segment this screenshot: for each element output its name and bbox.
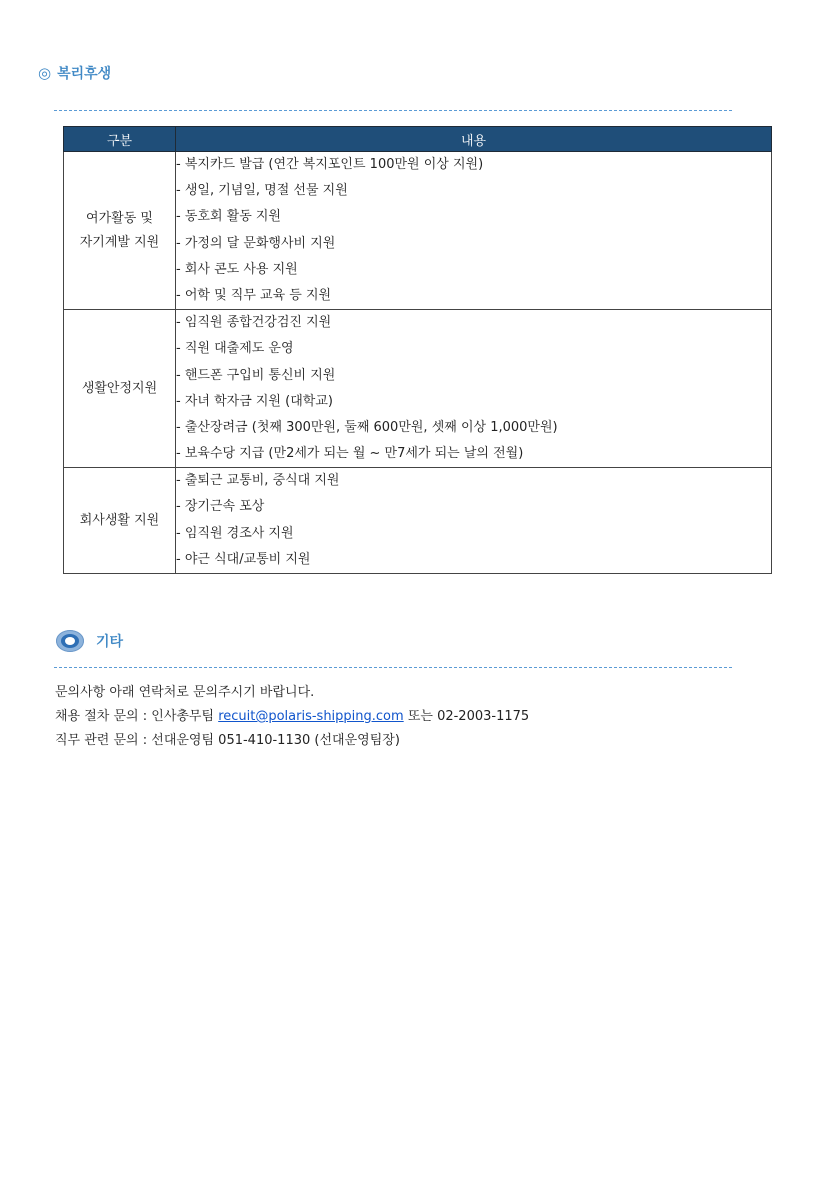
- list-item: - 임직원 종합건강검진 지원: [176, 315, 332, 331]
- list-item: - 직원 대출제도 운영: [176, 341, 294, 357]
- double-circle-icon: ◎: [38, 64, 52, 82]
- category-line: 생활안정지원: [81, 380, 158, 396]
- hr-email-link[interactable]: recuit@polaris-shipping.com: [218, 709, 404, 724]
- list-item: - 자녀 학자금 지원 (대학교): [176, 393, 333, 409]
- table-header-row: [64, 127, 772, 152]
- table-row: [64, 152, 772, 310]
- section-title-other: 기타: [96, 634, 124, 650]
- contact-hr-prefix: 채용 절차 문의 : 인사총무팀: [55, 709, 219, 724]
- list-item: - 출산장려금 (첫째 300만원, 둘째 600만원, 셋째 이상 1,000만원): [176, 419, 558, 435]
- dashed-divider-top: [54, 110, 732, 111]
- ring-icon: [56, 630, 84, 652]
- section-heading-other: [56, 630, 123, 652]
- list-item: - 출퇴근 교통비, 중식대 지원: [176, 473, 340, 489]
- list-item: - 어학 및 직무 교육 등 지원: [176, 287, 332, 303]
- category-line: 회사생활 지원: [79, 512, 160, 528]
- list-item: - 야근 식대/교통비 지원: [176, 551, 311, 567]
- category-line: 여가활동 및: [86, 210, 153, 226]
- category-cell: [64, 152, 176, 310]
- section-heading-benefits: [38, 63, 111, 83]
- list-item: - 동호회 활동 지원: [176, 209, 281, 225]
- header-category: 구분: [64, 127, 176, 152]
- category-cell: [64, 468, 176, 574]
- items-cell: [176, 468, 772, 574]
- contact-intro: 문의사항 아래 연락처로 문의주시기 바랍니다.: [55, 685, 315, 700]
- list-item: - 핸드폰 구입비 통신비 지원: [176, 367, 336, 383]
- benefits-table: [63, 126, 772, 574]
- contact-hr-suffix: 또는 02-2003-1175: [403, 709, 530, 724]
- list-item: - 가정의 달 문화행사비 지원: [176, 235, 336, 251]
- list-item: - 회사 콘도 사용 지원: [176, 261, 298, 277]
- table-row: [64, 468, 772, 574]
- list-item: - 임직원 경조사 지원: [176, 525, 294, 541]
- list-item: - 복지카드 발급 (연간 복지포인트 100만원 이상 지원): [176, 157, 484, 172]
- header-content: 내용: [176, 127, 772, 152]
- contact-ops-line: 직무 관련 문의 : 선대운영팀 051-410-1130 (선대운영팀장): [55, 733, 400, 748]
- category-line: 자기계발 지원: [79, 234, 160, 250]
- list-item: - 장기근속 포상: [176, 499, 265, 515]
- list-item: - 보육수당 지급 (만2세가 되는 월 ~ 만7세가 되는 날의 전월): [176, 446, 524, 462]
- category-cell: [64, 310, 176, 468]
- section-title-benefits: 복리후생: [57, 66, 112, 82]
- table-row: [64, 310, 772, 468]
- items-cell: [176, 310, 772, 468]
- dashed-divider-bottom: [54, 667, 732, 668]
- items-cell: [176, 152, 772, 310]
- list-item: - 생일, 기념일, 명절 선물 지원: [176, 183, 348, 199]
- contact-hr-line: [55, 705, 529, 729]
- contact-block: [55, 681, 529, 753]
